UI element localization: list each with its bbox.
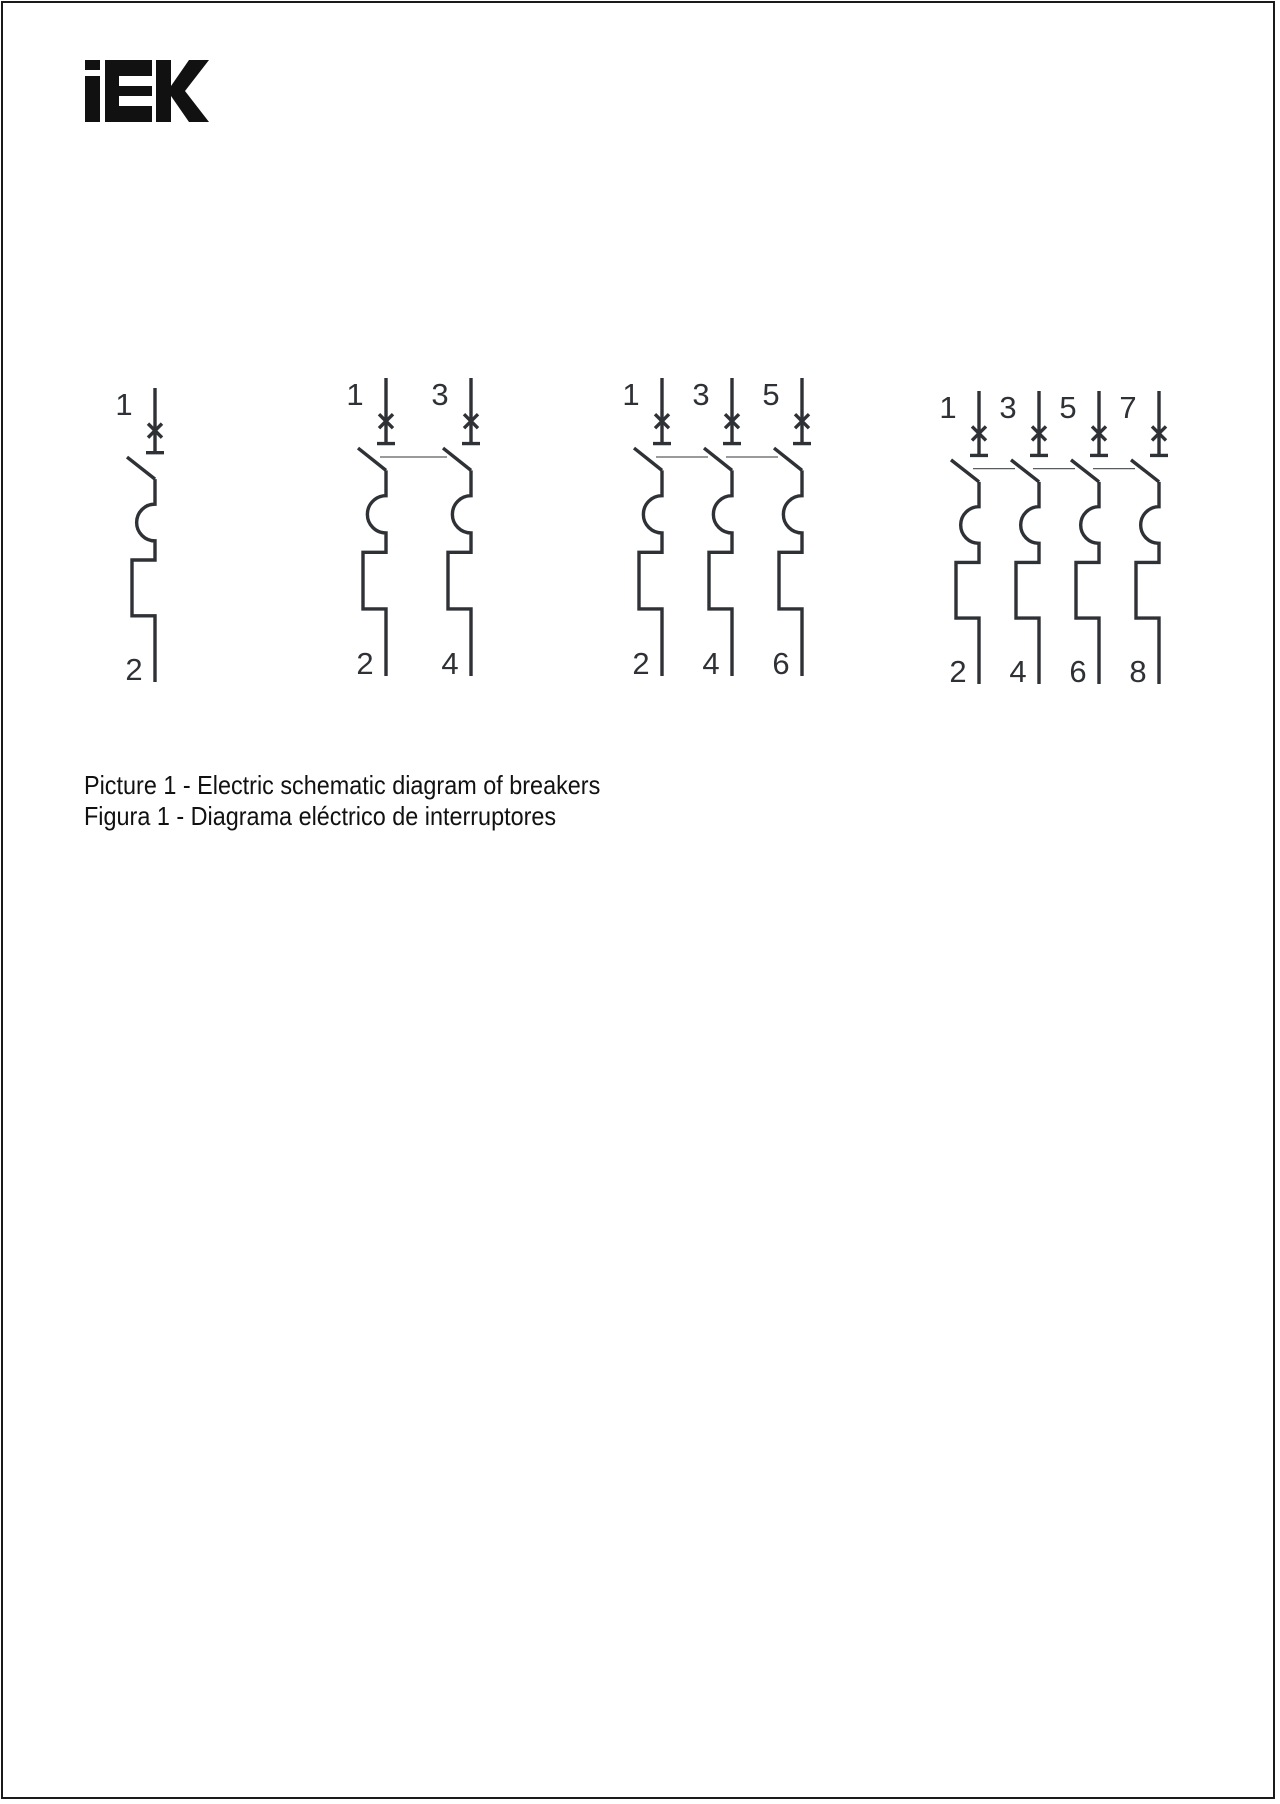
switch-blade [951, 460, 979, 482]
breaker-2P-pole-1 [346, 377, 395, 681]
breaker-4P-pole-3 [1059, 390, 1108, 689]
terminal-label-out: 4 [441, 646, 459, 681]
switch-blade [1011, 460, 1039, 482]
terminal-label-in: 3 [999, 390, 1017, 425]
breaker-3P-pole-1 [622, 377, 671, 681]
switch-blade [358, 448, 386, 470]
switch-blade [127, 457, 155, 479]
switch-blade [1071, 460, 1099, 482]
terminal-label-out: 6 [1069, 654, 1087, 689]
terminal-label-out: 4 [1009, 654, 1027, 689]
breaker-4P-pole-1 [939, 390, 988, 689]
breaker-3P-pole-2 [692, 377, 741, 681]
breaker-4P-pole-2 [999, 390, 1048, 689]
terminal-label-in: 3 [431, 377, 449, 412]
switch-blade [1131, 460, 1159, 482]
terminal-label-out: 2 [125, 652, 143, 687]
breaker-2P-pole-2 [431, 377, 480, 681]
caption-line-spanish: Figura 1 - Diagrama eléctrico de interruptores [84, 801, 557, 831]
terminal-label-in: 7 [1119, 390, 1137, 425]
terminal-label-in: 3 [692, 377, 710, 412]
switch-blade [634, 448, 662, 470]
terminal-label-out: 2 [632, 646, 650, 681]
terminal-label-out: 8 [1129, 654, 1147, 689]
terminal-label-in: 5 [762, 377, 780, 412]
breaker-4P-pole-4 [1119, 390, 1168, 689]
terminal-label-in: 1 [115, 387, 133, 422]
breaker-3P [622, 377, 811, 681]
terminal-label-in: 1 [622, 377, 640, 412]
terminal-label-in: 5 [1059, 390, 1077, 425]
caption-line-english: Picture 1 - Electric schematic diagram of breakers [84, 770, 601, 800]
terminal-label-in: 1 [346, 377, 364, 412]
breaker-4P [939, 390, 1168, 689]
breaker-3P-pole-3 [762, 377, 811, 681]
switch-blade [443, 448, 471, 470]
terminal-label-out: 2 [949, 654, 967, 689]
breaker-2P [346, 377, 480, 681]
terminal-label-out: 2 [356, 646, 374, 681]
terminal-label-out: 6 [772, 646, 790, 681]
terminal-label-out: 4 [702, 646, 720, 681]
breaker-schematic-diagram [0, 0, 1280, 760]
terminal-label-in: 1 [939, 390, 957, 425]
breaker-1P [115, 387, 164, 687]
figure-caption [84, 770, 600, 832]
breaker-1P-pole-1 [115, 387, 164, 687]
switch-blade [704, 448, 732, 470]
switch-blade [774, 448, 802, 470]
